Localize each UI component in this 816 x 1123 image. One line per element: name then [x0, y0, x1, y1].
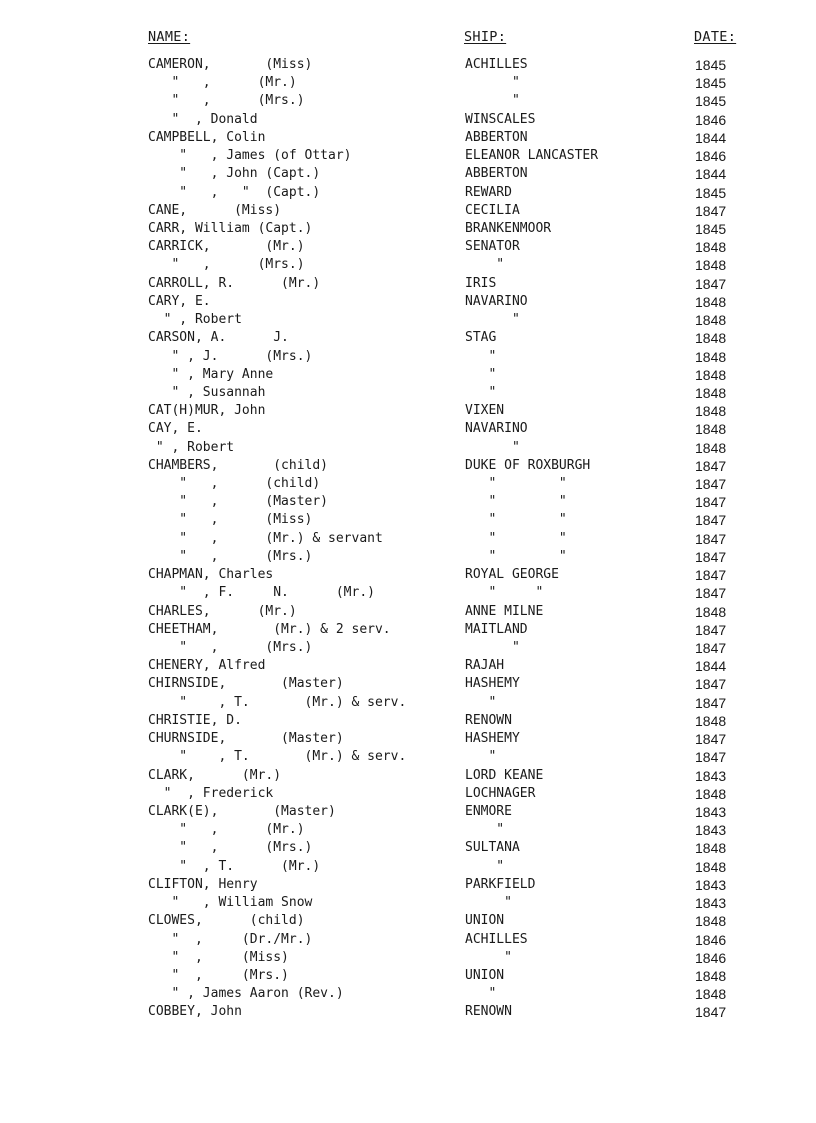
list-row: [0, 238, 816, 256]
arrival-year: 1847: [695, 585, 727, 602]
arrival-year: 1848: [695, 986, 727, 1003]
passenger-name: CHAPMAN, Charles: [148, 567, 274, 583]
list-row: [0, 384, 816, 402]
arrival-year: 1847: [695, 731, 727, 748]
arrival-year: 1847: [695, 676, 727, 693]
passenger-name: CARY, E.: [148, 293, 211, 309]
list-row: [0, 584, 816, 602]
arrival-year: 1843: [695, 876, 727, 893]
passenger-list: [0, 56, 816, 1022]
list-row: [0, 184, 816, 202]
ship-name: ABBERTON: [465, 166, 528, 182]
passenger-name: " , (Mrs.): [148, 548, 313, 564]
ship-name: UNION: [465, 967, 505, 983]
arrival-year: 1847: [695, 694, 727, 711]
passenger-name: CARROLL, R. (Mr.): [148, 275, 321, 291]
list-row: [0, 949, 816, 967]
arrival-year: 1848: [695, 366, 727, 383]
ship-name: REWARD: [465, 184, 512, 200]
list-row: [0, 366, 816, 384]
list-row: [0, 985, 816, 1003]
list-row: [0, 566, 816, 584]
passenger-name: " , Mary Anne: [148, 366, 274, 382]
ship-name: ": [465, 75, 520, 91]
arrival-year: 1847: [695, 749, 727, 766]
ship-name: IRIS: [465, 275, 497, 291]
ship-name: ": [465, 312, 520, 328]
list-row: [0, 931, 816, 949]
list-row: [0, 675, 816, 693]
arrival-year: 1848: [695, 257, 727, 274]
ship-name: RENOWN: [465, 712, 512, 728]
passenger-name: " , (Mrs.): [148, 93, 305, 109]
ship-name: NAVARINO: [465, 421, 528, 437]
arrival-year: 1847: [695, 457, 727, 474]
column-header-name: NAME:: [148, 29, 191, 45]
list-row: [0, 894, 816, 912]
passenger-name: " , (child): [148, 476, 321, 492]
list-row: [0, 493, 816, 511]
passenger-name: CAY, E.: [148, 421, 203, 437]
list-row: [0, 129, 816, 147]
ship-name: MAITLAND: [465, 621, 528, 637]
arrival-year: 1844: [695, 166, 727, 183]
arrival-year: 1847: [695, 640, 727, 656]
passenger-name: " , (Mr.) & servant: [148, 530, 383, 546]
ship-name: UNION: [465, 913, 505, 929]
passenger-name: COBBEY, John: [148, 1004, 242, 1020]
arrival-year: 1848: [695, 858, 727, 875]
passenger-name: " , (Mrs.): [148, 840, 313, 856]
passenger-name: " , Frederick: [148, 785, 274, 801]
arrival-year: 1843: [695, 822, 727, 839]
arrival-year: 1848: [695, 312, 727, 329]
passenger-name: CARSON, A. J.: [148, 330, 289, 346]
list-row: [0, 603, 816, 621]
ship-name: " ": [465, 494, 567, 510]
list-row: [0, 657, 816, 675]
passenger-name: " , Donald: [148, 111, 258, 127]
arrival-year: 1848: [695, 403, 727, 420]
ship-name: DUKE OF ROXBURGH: [465, 457, 591, 473]
arrival-year: 1847: [695, 1004, 727, 1021]
passenger-name: " , (Mrs.): [148, 257, 305, 273]
passenger-name: CANE, (Miss): [148, 202, 282, 218]
passenger-name: CAMERON, (Miss): [148, 57, 313, 72]
passenger-name: " , T. (Mr.) & serv.: [148, 749, 407, 765]
arrival-year: 1848: [695, 967, 727, 984]
ship-name: VIXEN: [465, 403, 505, 419]
list-row: [0, 967, 816, 985]
ship-name: ": [465, 93, 520, 109]
ship-name: NAVARINO: [465, 293, 528, 309]
passenger-name: " , J. (Mrs.): [148, 348, 313, 364]
passenger-name: " , Susannah: [148, 384, 266, 400]
ship-name: ": [465, 694, 497, 710]
list-row: [0, 730, 816, 748]
arrival-year: 1846: [695, 111, 727, 128]
arrival-year: 1847: [695, 530, 727, 547]
ship-name: SULTANA: [465, 840, 520, 856]
list-row: [0, 475, 816, 493]
arrival-year: 1848: [695, 439, 727, 456]
ship-name: " ": [465, 530, 567, 546]
passenger-name: " , (Dr./Mr.): [148, 931, 313, 947]
ship-name: HASHEMY: [465, 731, 520, 747]
ship-name: RENOWN: [465, 1004, 512, 1020]
arrival-year: 1844: [695, 129, 727, 146]
arrival-year: 1848: [695, 421, 727, 438]
passenger-name: CAT(H)MUR, John: [148, 403, 266, 419]
passenger-name: " , James Aaron (Rev.): [148, 986, 344, 1002]
list-row: [0, 202, 816, 220]
list-row: [0, 348, 816, 366]
arrival-year: 1848: [695, 330, 727, 347]
list-row: [0, 785, 816, 803]
list-row: [0, 74, 816, 92]
arrival-year: 1843: [695, 767, 727, 784]
list-row: [0, 803, 816, 821]
arrival-year: 1845: [695, 93, 727, 110]
ship-name: HASHEMY: [465, 676, 520, 692]
arrival-year: 1846: [695, 931, 727, 948]
passenger-name: CLOWES, (child): [148, 913, 305, 929]
list-row: [0, 912, 816, 930]
ship-name: ELEANOR LANCASTER: [465, 148, 599, 164]
passenger-name: " , Robert: [148, 312, 242, 328]
arrival-year: 1843: [695, 895, 727, 912]
ship-name: ": [465, 439, 520, 455]
arrival-year: 1845: [695, 57, 727, 73]
arrival-year: 1847: [695, 476, 727, 493]
arrival-year: 1848: [695, 712, 727, 729]
arrival-year: 1847: [695, 621, 727, 638]
ship-name: RAJAH: [465, 658, 505, 674]
ship-name: ": [465, 986, 497, 1002]
ship-name: ABBERTON: [465, 129, 528, 145]
arrival-year: 1848: [695, 913, 727, 930]
passenger-name: " , William Snow: [148, 895, 313, 911]
list-row: [0, 293, 816, 311]
list-row: [0, 420, 816, 438]
list-row: [0, 457, 816, 475]
passenger-name: " , James (of Ottar): [148, 148, 352, 164]
arrival-year: 1845: [695, 184, 727, 201]
ship-name: ": [465, 858, 505, 874]
passenger-name: CHIRNSIDE, (Master): [148, 676, 344, 692]
ship-name: ": [465, 348, 497, 364]
ship-name: CECILIA: [465, 202, 520, 218]
arrival-year: 1847: [695, 548, 727, 565]
arrival-year: 1843: [695, 803, 727, 820]
arrival-year: 1847: [695, 202, 727, 219]
ship-name: ANNE MILNE: [465, 603, 544, 619]
arrival-year: 1844: [695, 658, 727, 675]
ship-name: STAG: [465, 330, 497, 346]
arrival-year: 1848: [695, 239, 727, 256]
list-row: [0, 111, 816, 129]
ship-name: ACHILLES: [465, 57, 528, 72]
passenger-name: CHEETHAM, (Mr.) & 2 serv.: [148, 621, 391, 637]
column-header-ship: SHIP:: [464, 29, 507, 45]
list-row: [0, 256, 816, 274]
list-row: [0, 439, 816, 457]
arrival-year: 1847: [695, 512, 727, 529]
ship-name: LORD KEANE: [465, 767, 544, 783]
list-row: [0, 511, 816, 529]
ship-name: " ": [465, 476, 567, 492]
ship-name: SENATOR: [465, 239, 520, 255]
arrival-year: 1848: [695, 603, 727, 620]
arrival-year: 1845: [695, 75, 727, 92]
passenger-name: CARR, William (Capt.): [148, 220, 313, 236]
ship-name: ": [465, 366, 497, 382]
ship-name: PARKFIELD: [465, 876, 536, 892]
arrival-year: 1847: [695, 275, 727, 292]
arrival-year: 1847: [695, 494, 727, 511]
arrival-year: 1848: [695, 293, 727, 310]
list-row: [0, 767, 816, 785]
ship-name: ": [465, 895, 512, 911]
list-row: [0, 748, 816, 766]
ship-name: ROYAL GEORGE: [465, 567, 559, 583]
passenger-name: " , (Mrs.): [148, 967, 289, 983]
list-row: [0, 821, 816, 839]
arrival-year: 1845: [695, 220, 727, 237]
list-row: [0, 329, 816, 347]
passenger-name: " , T. (Mr.): [148, 858, 321, 874]
column-header-date: DATE:: [694, 29, 737, 45]
list-row: [0, 147, 816, 165]
ship-name: ": [465, 640, 520, 655]
list-row: [0, 639, 816, 657]
passenger-name: " , (Miss): [148, 949, 289, 965]
list-row: [0, 621, 816, 639]
list-row: [0, 712, 816, 730]
passenger-name: " , (Mr.): [148, 822, 305, 838]
ship-name: WINSCALES: [465, 111, 536, 127]
passenger-name: CHURNSIDE, (Master): [148, 731, 344, 747]
arrival-year: 1846: [695, 148, 727, 165]
list-row: [0, 876, 816, 894]
arrival-year: 1848: [695, 840, 727, 857]
list-row: [0, 311, 816, 329]
list-row: [0, 220, 816, 238]
ship-name: ": [465, 949, 512, 965]
passenger-name: CHAMBERS, (child): [148, 457, 329, 473]
list-row: [0, 92, 816, 110]
list-row: [0, 548, 816, 566]
passenger-name: " , (Mr.): [148, 75, 297, 91]
list-row: [0, 530, 816, 548]
list-row: [0, 1003, 816, 1021]
ship-name: " ": [465, 548, 567, 564]
passenger-name: CLARK, (Mr.): [148, 767, 282, 783]
passenger-name: " , F. N. (Mr.): [148, 585, 375, 601]
ship-name: " ": [465, 585, 544, 601]
passenger-name: CAMPBELL, Colin: [148, 129, 266, 145]
passenger-name: CLARK(E), (Master): [148, 803, 336, 819]
list-row: [0, 275, 816, 293]
passenger-name: CLIFTON, Henry: [148, 876, 258, 892]
passenger-name: CHENERY, Alfred: [148, 658, 266, 674]
passenger-name: " , John (Capt.): [148, 166, 321, 182]
ship-name: ": [465, 257, 505, 273]
passenger-name: " , Robert: [148, 439, 235, 455]
arrival-year: 1848: [695, 348, 727, 365]
passenger-name: CHARLES, (Mr.): [148, 603, 297, 619]
list-row: [0, 839, 816, 857]
passenger-name: CHRISTIE, D.: [148, 712, 242, 728]
passenger-name: CARRICK, (Mr.): [148, 239, 305, 255]
arrival-year: 1848: [695, 785, 727, 802]
ship-name: ": [465, 749, 497, 765]
list-row: [0, 694, 816, 712]
ship-name: ENMORE: [465, 803, 512, 819]
arrival-year: 1847: [695, 567, 727, 584]
list-row: [0, 402, 816, 420]
ship-name: ": [465, 384, 497, 400]
ship-name: ACHILLES: [465, 931, 528, 947]
ship-name: " ": [465, 512, 567, 528]
passenger-name: " , (Miss): [148, 512, 313, 528]
ship-name: BRANKENMOOR: [465, 220, 552, 236]
passenger-name: " , T. (Mr.) & serv.: [148, 694, 407, 710]
passenger-name: " , (Mrs.): [148, 640, 313, 655]
list-row: [0, 858, 816, 876]
ship-name: LOCHNAGER: [465, 785, 536, 801]
passenger-name: " , (Master): [148, 494, 329, 510]
ship-name: ": [465, 822, 505, 838]
arrival-year: 1846: [695, 949, 727, 966]
list-row: [0, 165, 816, 183]
arrival-year: 1848: [695, 384, 727, 401]
list-row: [0, 56, 816, 74]
passenger-name: " , " (Capt.): [148, 184, 321, 200]
